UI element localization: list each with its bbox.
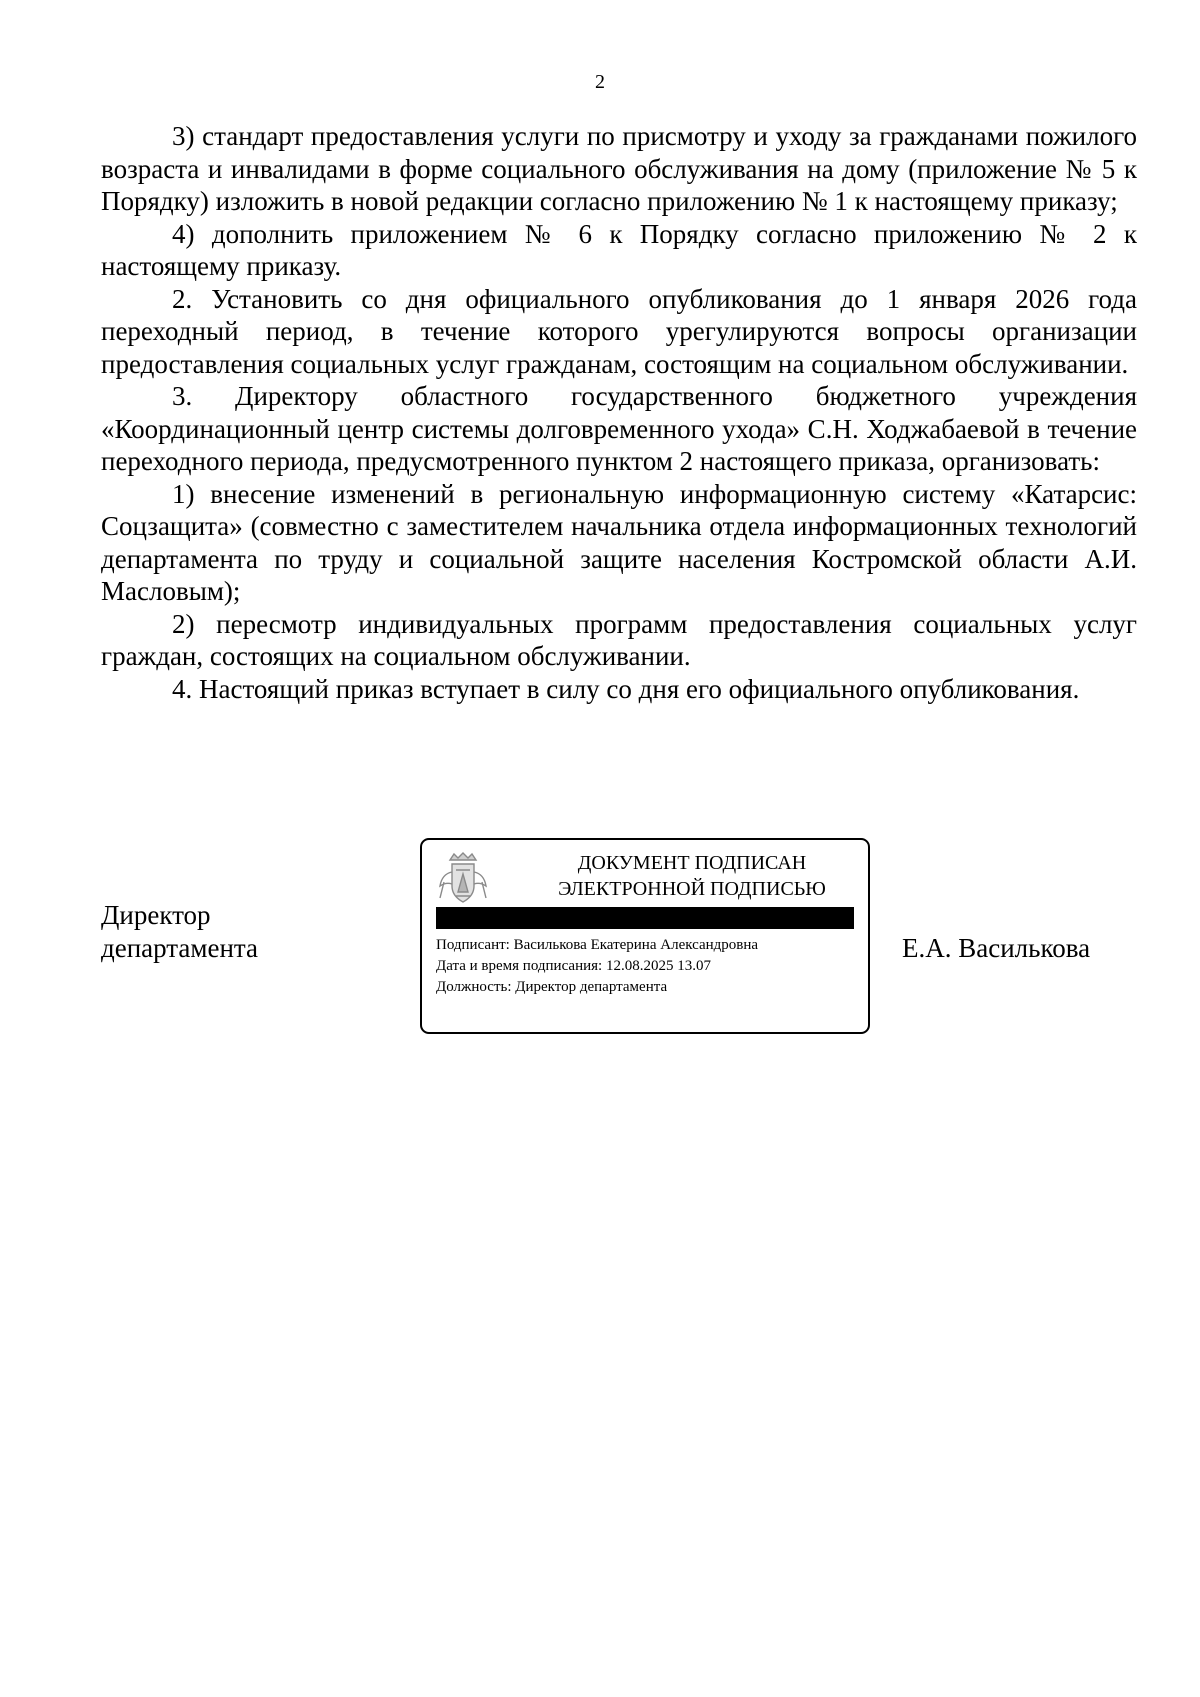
paragraph-item-3: 3) стандарт предоставления услуги по присмотру и уходу за гражданами пожилого возраста и инвалидами в форме социального обслуживания на дому (приложение № 5 к Порядку) изложить в новой редакции согласно приложению № 1 к настоящему приказу; (101, 121, 1137, 216)
paragraph-clause-3: 3. Директору областного государственного бюджетного учреждения «Координационный центр системы долговременного ухода» С.Н. Ходжабаевой в течение переходного периода, предусмотренного пунктом 2 настоящего приказа, организовать: (101, 381, 1137, 476)
signer-position (101, 899, 258, 964)
paragraph-clause-2: 2. Установить со дня официального опубликования до 1 января 2026 года переходный период, в течение которого урегулируются вопросы организации предоставления социальных услуг гражданам, состоящим на социальном обслуживании. (101, 283, 1137, 379)
paragraph-clause-4: 4. Настоящий приказ вступает в силу со дня его официального опубликования. (172, 673, 1080, 704)
document-body (101, 120, 1137, 705)
signer-position-line2: департамента (101, 932, 259, 963)
stamp-heading-line2: ЭЛЕКТРОННОЙ ПОДПИСЬЮ (558, 878, 826, 900)
paragraph-subitem-2: 2) пересмотр индивидуальных программ предоставления социальных услуг граждан, состоящих на социальном обслуживании. (101, 608, 1137, 671)
signer-name: Е.А. Василькова (902, 933, 1091, 963)
stamp-details (436, 935, 758, 998)
stamp-position: Должность: Директор департамента (436, 979, 668, 995)
stamp-signer: Подписант: Василькова Екатерина Александровна (436, 937, 759, 953)
stamp-heading (542, 850, 842, 902)
stamp-datetime: Дата и время подписания: 12.08.2025 13.07 (436, 958, 711, 974)
paragraph-subitem-1: 1) внесение изменений в региональную информационную систему «Катарсис: Соцзащита» (совместно с заместителем начальника отдела информационных технологий департамента по труду и социальной защите населения Костромской области А.И. Масловым); (101, 478, 1137, 606)
certificate-redaction-bar (436, 907, 854, 929)
coat-of-arms-icon (436, 852, 490, 906)
stamp-heading-line1: ДОКУМЕНТ ПОДПИСАН (577, 852, 807, 874)
page-number: 2 (595, 71, 605, 93)
e-signature-stamp (420, 838, 870, 1034)
signer-position-line1: Директор (101, 900, 211, 930)
paragraph-item-4: 4) дополнить приложением № 6 к Порядку согласно приложению № 2 к настоящему приказу. (101, 218, 1137, 281)
